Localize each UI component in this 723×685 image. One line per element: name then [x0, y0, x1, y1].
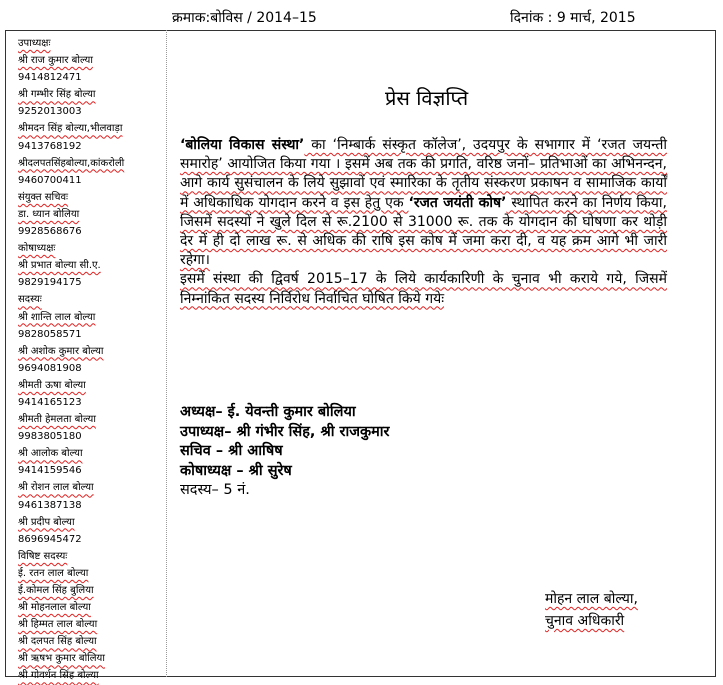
sidebar-entry: श्रीमदन सिंह बोल्या,भीलवाड़ा	[18, 123, 123, 135]
sidebar-entry: श्री गोवर्धन सिंह बोल्या	[18, 670, 99, 682]
phone-number: 9828058571	[18, 328, 82, 340]
officer-secretary: सचिव – श्री आषिष	[180, 443, 283, 459]
sidebar-entry: श्री राज कुमार बोल्या	[18, 55, 93, 67]
column-divider	[166, 30, 167, 677]
sidebar-entry: ई. रतन लाल बोल्या	[18, 567, 89, 579]
sidebar-entry: श्री गम्भीर सिंह बोल्या	[18, 89, 96, 101]
letter-date: दिनांक : 9 मार्च, 2015	[510, 10, 636, 26]
phone-number: 9413768192	[18, 140, 82, 152]
signature-block	[545, 588, 638, 632]
phone-number: 9928568676	[18, 226, 82, 238]
fund-name: ‘रजत जयंती कोष’	[408, 194, 507, 211]
sidebar-entry: कोषाध्यक्षः	[18, 243, 56, 255]
sidebar-entry: सदस्यः	[18, 294, 42, 306]
paragraph-1-text-b: स्थापित करने का निर्णय किया, जिसमें सदस्यों ने खुले दिल से रू.2100 से 31000 रू. तक के योगदान की घोषणा कर थोड़ी देर में ही दो लाख रू. से अधिक की राषि इस कोष में जमा करा दी, व यह क्रम आगे भी जारी रहेगा।	[180, 194, 667, 269]
sidebar-entry: श्री हिम्मत लाल बोल्या	[18, 619, 98, 631]
signatory-role: चुनाव अधिकारी	[545, 613, 625, 629]
phone-number: 8696945472	[18, 533, 82, 545]
members-sidebar	[18, 35, 164, 685]
press-release-body	[180, 136, 667, 309]
officer-members: सदस्य– 5 नं.	[180, 482, 250, 498]
sidebar-entry: श्री आलोक बोल्या	[18, 448, 83, 460]
sidebar-entry: श्री ऋषभ कुमार बोलिया	[18, 653, 105, 665]
phone-number: 9460700411	[18, 174, 82, 186]
sidebar-entry: श्रीमती हेमलता बोल्या	[18, 414, 96, 426]
sidebar-entry: संयुक्त सचिवः	[18, 191, 69, 203]
paragraph-1	[180, 136, 667, 270]
sidebar-entry: श्री शान्ति लाल बोल्या	[18, 311, 96, 323]
sidebar-entry: ई.कोमल सिंह बुलिया	[18, 585, 94, 596]
phone-number: 9461387138	[18, 499, 82, 511]
phone-number: 9829194175	[18, 277, 82, 289]
phone-number: 9983805180	[18, 431, 82, 443]
officer-treasurer: कोषाध्यक्ष – श्री सुरेष	[180, 462, 292, 479]
sidebar-entry: श्री रोशन लाल बोल्या	[18, 482, 94, 494]
officer-vice-president: उपाध्यक्ष– श्री गंभीर सिंह, श्री राजकुमार	[180, 423, 390, 440]
sidebar-entry: श्री प्रदीप बोल्या	[18, 516, 75, 528]
sidebar-entry: श्री अशोक कुमार बोल्या	[18, 345, 104, 357]
sidebar-entry: श्रीमती ऊषा बोल्या	[18, 379, 86, 391]
paragraph-1-text-a: का ‘निम्बार्क संस्कृत कॉलेज’, उदयपुर के सभागार में ‘रजत जयन्ती समारोह’ आयोजित किया गया । इसमें अब तक की प्रगति, वरिष्ठ जनों– प्रतिभाओं का अभिनन्दन, आगे कार्य सुसंचालन के लिये सुझावों एवं स्मारिका के तृतीय संस्करण प्रकाषन व सामाजिक कार्यों में अधिकाधिक योगदान करने व इस हेतु एक	[180, 137, 667, 211]
signatory-name: मोहन लाल बोल्या,	[545, 591, 638, 607]
phone-number: 9414165123	[18, 396, 82, 408]
sidebar-entry: श्री प्रभात बोल्या सी.ए.	[18, 260, 101, 272]
phone-number: 9694081908	[18, 362, 82, 374]
paragraph-2: इसमें संस्था की द्विवर्ष 2015–17 के लिये कार्यकारिणी के चुनाव भी कराये गये, जिसमें निम्नांकित सदस्य निर्विरोध निर्वाचित घोषित किये गयेः	[180, 271, 667, 307]
sidebar-entry: डा. ध्यान बोलिया	[18, 208, 80, 220]
sidebar-entry: उपाध्यक्षः	[18, 38, 51, 49]
phone-number: 9414812471	[18, 72, 82, 84]
organization-name: ‘बोलिया विकास संस्था’	[180, 137, 305, 153]
officer-president: अध्यक्ष– ई. येवन्ती कुमार बोलिया	[180, 404, 356, 420]
officers-list	[180, 403, 389, 501]
sidebar-entry: श्रीदलपतसिंहबोल्या,कांकरोली	[18, 157, 125, 169]
sidebar-entry: श्री दलपत सिंह बोल्या	[18, 636, 97, 648]
page-title: प्रेस विज्ञप्ति	[385, 86, 469, 110]
reference-number: क्रमाक:बोविस / 2014–15	[172, 10, 317, 26]
sidebar-entry: श्री मोहनलाल बोल्या	[18, 602, 91, 614]
phone-number: 9252013003	[18, 106, 82, 118]
sidebar-entry: विषिष्ट सदस्यः	[18, 550, 68, 562]
phone-number: 9414159546	[18, 465, 82, 477]
